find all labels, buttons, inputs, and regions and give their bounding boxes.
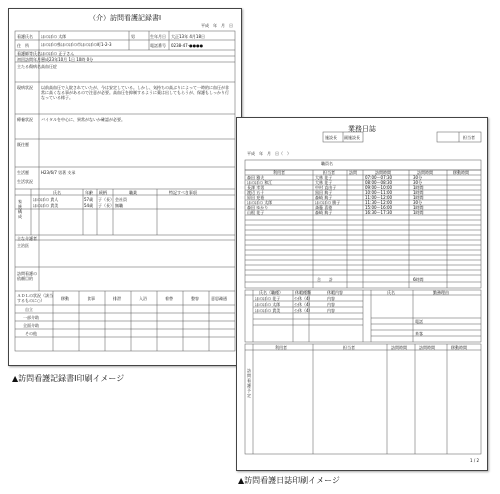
gender-value: 男 bbox=[131, 34, 135, 39]
family-header-note: 特記すべき事項 bbox=[169, 190, 197, 195]
lower-row-3-kind: 内容 bbox=[327, 308, 335, 313]
disease-label: 主たる傷病名 bbox=[17, 64, 41, 69]
lower-row-3-name: ほのぼの 貴美 bbox=[255, 308, 281, 313]
total-value: 6時間 bbox=[413, 277, 424, 282]
memo-header-time: 訪問時間 bbox=[391, 345, 407, 350]
adl-header-4: 入浴 bbox=[139, 296, 147, 301]
lower-row-2-type: 公休（4） bbox=[294, 302, 313, 307]
daily-log-document-preview bbox=[236, 117, 488, 471]
family-header-job: 職業 bbox=[129, 190, 137, 195]
side-item-phone: 電話 bbox=[415, 319, 423, 324]
lower-header-reason: 勤務理由 bbox=[433, 290, 449, 295]
lower-row-2-kind: 内容 bbox=[327, 302, 335, 307]
disease-value: 高血圧症 bbox=[41, 64, 57, 69]
keyperson-label: 主な介護者 bbox=[17, 236, 37, 241]
lower-row-3-type: 公休（4） bbox=[294, 308, 313, 313]
name-label: 看護氏名 bbox=[17, 34, 33, 39]
visit-row-7-duration: 1時間 bbox=[413, 205, 424, 210]
record-caption: ▲訪問看護記録書Ⅰ印刷イメージ bbox=[12, 374, 125, 383]
visit-row-5-duration: 1時間 bbox=[413, 195, 424, 200]
visit-row-3-duration: 1時間 bbox=[413, 185, 424, 190]
phone-label: 電話番号 bbox=[150, 43, 166, 48]
adl-row-4: その他 bbox=[25, 331, 37, 336]
col-header-time: 訪問時間 bbox=[375, 170, 391, 175]
side-item-visitor: 来客 bbox=[415, 331, 423, 336]
visit-row-1-staff: 大林 花子 bbox=[315, 175, 333, 180]
history-label: 現病状況 bbox=[17, 85, 33, 90]
adl-row-1: 自立 bbox=[25, 307, 33, 312]
family-header-age: 年齢 bbox=[85, 190, 93, 195]
visit-row-4-time: 10:00〜11:00 bbox=[365, 190, 393, 195]
family-row-2-job: 無職 bbox=[115, 203, 123, 208]
lower-header-name: 氏名（職種） bbox=[259, 290, 283, 295]
family-row-2-relation: 子（長） bbox=[98, 203, 114, 208]
lower-row-1-type: 公休（4） bbox=[294, 296, 313, 301]
birth-value: 大正13年 4月18日 bbox=[171, 34, 205, 39]
nurse-value: ほのぼの 正子さん bbox=[41, 51, 75, 56]
family-row-1-relation: 子（長） bbox=[98, 197, 114, 202]
adl-row-2: 一部介助 bbox=[23, 315, 39, 320]
lower-header-type: 休暇種類 bbox=[295, 290, 311, 295]
record-date: 平成 年 月 日 bbox=[201, 23, 233, 28]
family-row-2-name: ほのぼの 貴美 bbox=[33, 203, 59, 208]
visit-row-8-time: 16:30〜17:30 bbox=[365, 210, 393, 215]
visit-row-7-staff: 斎藤 喜徳 bbox=[315, 205, 333, 210]
adl-header-1: 移動 bbox=[61, 296, 69, 301]
memo-side-label: 訪問看護予定 bbox=[247, 368, 251, 398]
memo-header-duration: 訪問時間 bbox=[419, 345, 435, 350]
family-row-1-name: ほのぼの 貴人 bbox=[33, 197, 59, 202]
log-date: 平成 年 月 日（ ） bbox=[247, 151, 291, 156]
first-visit-value: 平成23年10月 1日 10時 0分 bbox=[41, 57, 94, 62]
approval-label-5: 担当者 bbox=[463, 135, 475, 140]
memo-header-travel: 移動時間 bbox=[451, 345, 467, 350]
visit-row-2-time: 08:00〜08:30 bbox=[365, 180, 393, 185]
col-header-user: 利用者 bbox=[273, 170, 285, 175]
family-row-1-job: 会社員 bbox=[115, 197, 127, 202]
daily-log-title: 業務日誌 bbox=[348, 125, 376, 133]
lower-header-staff-name: 氏名 bbox=[387, 290, 395, 295]
phone-value: 0238-47-●●●● bbox=[171, 43, 204, 48]
memo-header-user: 利用者 bbox=[275, 345, 287, 350]
life-value: H23/6/7 男著 支承 bbox=[41, 170, 76, 175]
adl-header-5: 着替 bbox=[165, 296, 173, 301]
visit-row-8-staff: 森崎 典子 bbox=[315, 210, 333, 215]
visit-row-5-time: 11:00〜12:00 bbox=[365, 195, 393, 200]
past-label: 既往歴 bbox=[17, 142, 29, 147]
birth-label: 生年月日 bbox=[150, 34, 166, 39]
doctor-label: 主治医 bbox=[17, 243, 29, 248]
adl-header-6: 整容 bbox=[191, 296, 199, 301]
staff-header: 職員名 bbox=[321, 161, 333, 166]
visit-row-4-staff: 黒田 典子 bbox=[315, 190, 333, 195]
first-visit-label: 初回訪問年月日 bbox=[17, 57, 45, 62]
visit-row-3-staff: 中村 直由子 bbox=[315, 185, 337, 190]
visit-row-4-user: 渡辺 五十 bbox=[247, 190, 265, 195]
total-label: 合 計 bbox=[317, 277, 333, 282]
family-header-relation: 続柄 bbox=[99, 190, 107, 195]
record-document-preview bbox=[8, 8, 242, 366]
page-number: 1 / 2 bbox=[470, 458, 479, 463]
family-row-1-age: 57歳 bbox=[84, 197, 94, 202]
visit-row-7-time: 15:00〜16:00 bbox=[365, 205, 393, 210]
visit-row-7-user: 森田 ゆかり bbox=[247, 205, 269, 210]
adl-header-7: 意思疎通 bbox=[211, 296, 227, 301]
visit-row-2-staff: 大林 花子 bbox=[315, 180, 333, 185]
visit-row-3-time: 09:00〜10:00 bbox=[365, 185, 393, 190]
adl-row-3: 全面介助 bbox=[23, 323, 39, 328]
address-value: ほのぼの県ほのぼの市ほのぼの町1-2-3 bbox=[41, 42, 112, 47]
record-title: （介）訪問看護記録書Ⅰ bbox=[88, 14, 162, 22]
nurse-label: 看護師等氏名 bbox=[17, 51, 41, 56]
col-header-visit: 訪問 bbox=[349, 170, 357, 175]
visit-row-5-staff: 森崎 典子 bbox=[315, 195, 333, 200]
family-row-2-age: 54歳 bbox=[84, 203, 94, 208]
visit-row-6-duration: 30分 bbox=[413, 200, 423, 205]
memo-header-staff: 担当者 bbox=[343, 345, 355, 350]
visit-row-4-duration: 1時間 bbox=[413, 190, 424, 195]
visit-row-1-user: 森田 雅夫 bbox=[247, 175, 265, 180]
visit-row-6-time: 11:30〜12:00 bbox=[365, 200, 393, 205]
visit-row-3-user: 長澤 幸男 bbox=[247, 185, 265, 190]
purpose-label: 訪問看護の依頼目的 bbox=[17, 271, 37, 281]
lower-row-2-name: ほのぼの 太郎 bbox=[255, 302, 281, 307]
adl-header-2: 食事 bbox=[87, 296, 95, 301]
visit-row-5-user: 原田 充裕 bbox=[247, 195, 265, 200]
care-value: バイタルを中心に、異常がないか確認が必要。 bbox=[41, 117, 125, 122]
visit-row-6-user: ほのぼの 太郎 bbox=[247, 200, 273, 205]
record-document-grid bbox=[9, 9, 241, 365]
visit-row-8-user: 山根 花子 bbox=[247, 210, 265, 215]
visit-row-2-user: ほのぼの 和江 bbox=[247, 180, 273, 185]
care-label: 療養状況 bbox=[17, 117, 33, 122]
life-label: 生活歴 bbox=[17, 170, 29, 175]
name-value: ほのぼの 太郎 bbox=[41, 34, 67, 39]
col-header-travel: 移動時間 bbox=[453, 170, 469, 175]
family-side-label: 家族構成 bbox=[18, 199, 22, 219]
visit-row-1-time: 07:00〜07:30 bbox=[365, 175, 393, 180]
daily-log-caption: ▲訪問看護日誌印刷イメージ bbox=[238, 476, 340, 485]
visit-row-8-duration: 1時間 bbox=[413, 210, 424, 215]
visit-row-2-duration: 30分 bbox=[413, 180, 423, 185]
lower-row-1-kind: 内容 bbox=[327, 296, 335, 301]
family-header-name: 氏名 bbox=[53, 190, 61, 195]
col-header-staff: 担当者 bbox=[323, 170, 335, 175]
visit-row-1-duration: 30分 bbox=[413, 175, 423, 180]
adl-header-3: 排泄 bbox=[113, 296, 121, 301]
history-value: 以前高血圧で入院されていたが、今は安定している。しかし、気持ちの高ぶりによって一時的に血圧が非常に高くなる事があるので注意が必要。高血圧を抑制するように薬は出してもらうが、保護もしっかり行なっている様子。 bbox=[41, 85, 229, 100]
address-label: 住 所 bbox=[17, 43, 29, 48]
living-label: 生活状況 bbox=[17, 179, 33, 184]
lower-row-1-name: ほのぼの 花子 bbox=[255, 296, 281, 301]
visit-row-6-staff: ほのぼの 勝子 bbox=[315, 200, 341, 205]
col-header-duration: 訪問時間 bbox=[417, 170, 433, 175]
adl-label: ＡＤＬの状況（該当するものに○） bbox=[17, 293, 53, 303]
approval-label-1: 施設長 bbox=[325, 135, 337, 140]
approval-label-2: 副施設長 bbox=[344, 135, 360, 140]
lower-header-content: 休暇内容 bbox=[327, 290, 343, 295]
